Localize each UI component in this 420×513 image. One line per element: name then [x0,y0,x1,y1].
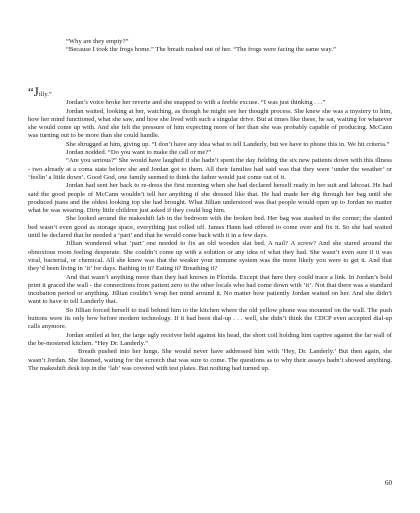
paragraph: Breath pushed into her lungs. She would never have addressed him with ‘Hey, Dr. Landerly.’ But then again, she wasn’t Jordan. She listened, waiting for the screech that was sure to come. The questions as to why their assays hadn’t showed anything. The makeshift desk top in the ‘lab’ was covered with test plates. But nothing had turned up. [28,348,392,372]
paragraph: Jordan nodded. “Do you want to make the call or me?” [66,149,212,157]
paragraph: She shrugged at him, giving up. “I don’t have any idea what to tell Landerly, but we have to phone this in. We hit criteria.” [66,140,390,148]
paragraph: Jordan smiled at her, the large ugly receiver held against his head, the short coil holding him captive against the far wall of the be-mostered kitchen. “Hey Dr. Landerly.” [28,331,392,347]
paragraph: Jordan’s voice broke her reverie and she snapped to with a feeble excuse. “I was just thinking . . .” [66,99,326,107]
page-number: 60 [385,479,392,487]
paragraph: Jordan waited, looking at her, watching, as though he might see her thought process. She knew she was a mystery to him, how her mind functioned, what she saw, and how she lived with such a singular drive. But at times like these, he sat, waiting for whatever she would come up with. And she felt the pressure of him expecting more of her than she was probably capable of producing. McCann was turning out to be more than she could handle. [28,107,392,140]
paragraph: “Why are they empty?” [66,38,129,45]
paragraph: So Jillian forced herself to trail behind him to the kitchen where the old yellow phone was mounted on the wall. The push buttons were its only bow before modern technology. If it had been dial-up . . . well, she didn’t think the CDCP even accepted dial-up calls anymore. [28,306,392,331]
paragraph: “Are you serious?” She would have laughed if she hadn’t spent the day fielding the six new patients down with this illness - two already at a coma state before she and Jordan got to them. All their families had said was that they were ‘under the weather’ or ‘feelin’ a little down’. Good God, one family seemed to think the father would just come out of it. [28,157,392,181]
paragraph: “Because I took the frogs home.” The breath rushed out of her. “The frogs were facing the same way.” [66,46,336,54]
paragraph: Jordan had sent her back to re-dress the first morning when she had declared herself ready in her suit and labcoat. He had said the good people of McCann wouldn’t tell her anything if she dressed like that. He had made her dig through her bag until she produced jeans and the oldest looking top she had brought. What Jillian understood was that people would open up to Jordan no matter what he was wearing. Dirty little children just asked if they could hug him. [28,182,392,215]
opening-dialogue [28,38,392,55]
drop-cap: “J [28,84,39,99]
main-text [28,84,392,373]
paragraph: And that wasn’t anything more than they had known in Florida. Except that here they could trace a link. In Jordan’s bold print it graced the wall - the connections from patient zero to the other locals who had come down with ‘it’. Not that there was a standard incubation period or anything. Jillian couldn’t wrap her mind around it. No matter how patiently Jordan waited on her. And she didn’t want to have to tell Landerly that. [28,273,392,306]
paragraph: She looked around the makeshift lab in the bedroom with the broken bed. Her bag was stashed in the corner; the slanted bed wasn’t even good as storage space, everything just rolled off. James Hann had offered to come over and fix it. So she had waited until he declared that he needed a ‘part’ and that he would come back with it in a few days. [28,215,392,240]
paragraph: Jillian wondered what ‘part’ one needed to fix an old wooden slat bed. A nail? A screw? And she stared around the obnoxious room feeling desperate. She couldn’t come up with a solution or any idea of what they had. She wasn’t even sure if it was viral, bacterial, or chemical. All she knew was that the weaker your immune system was the more likely you were to get it. And that they’d been living in ‘it’ for days. Bathing in it? Eating it? Breathing it? [28,240,392,273]
section-start-rest: illy.” [38,91,52,98]
section-start [28,84,392,99]
